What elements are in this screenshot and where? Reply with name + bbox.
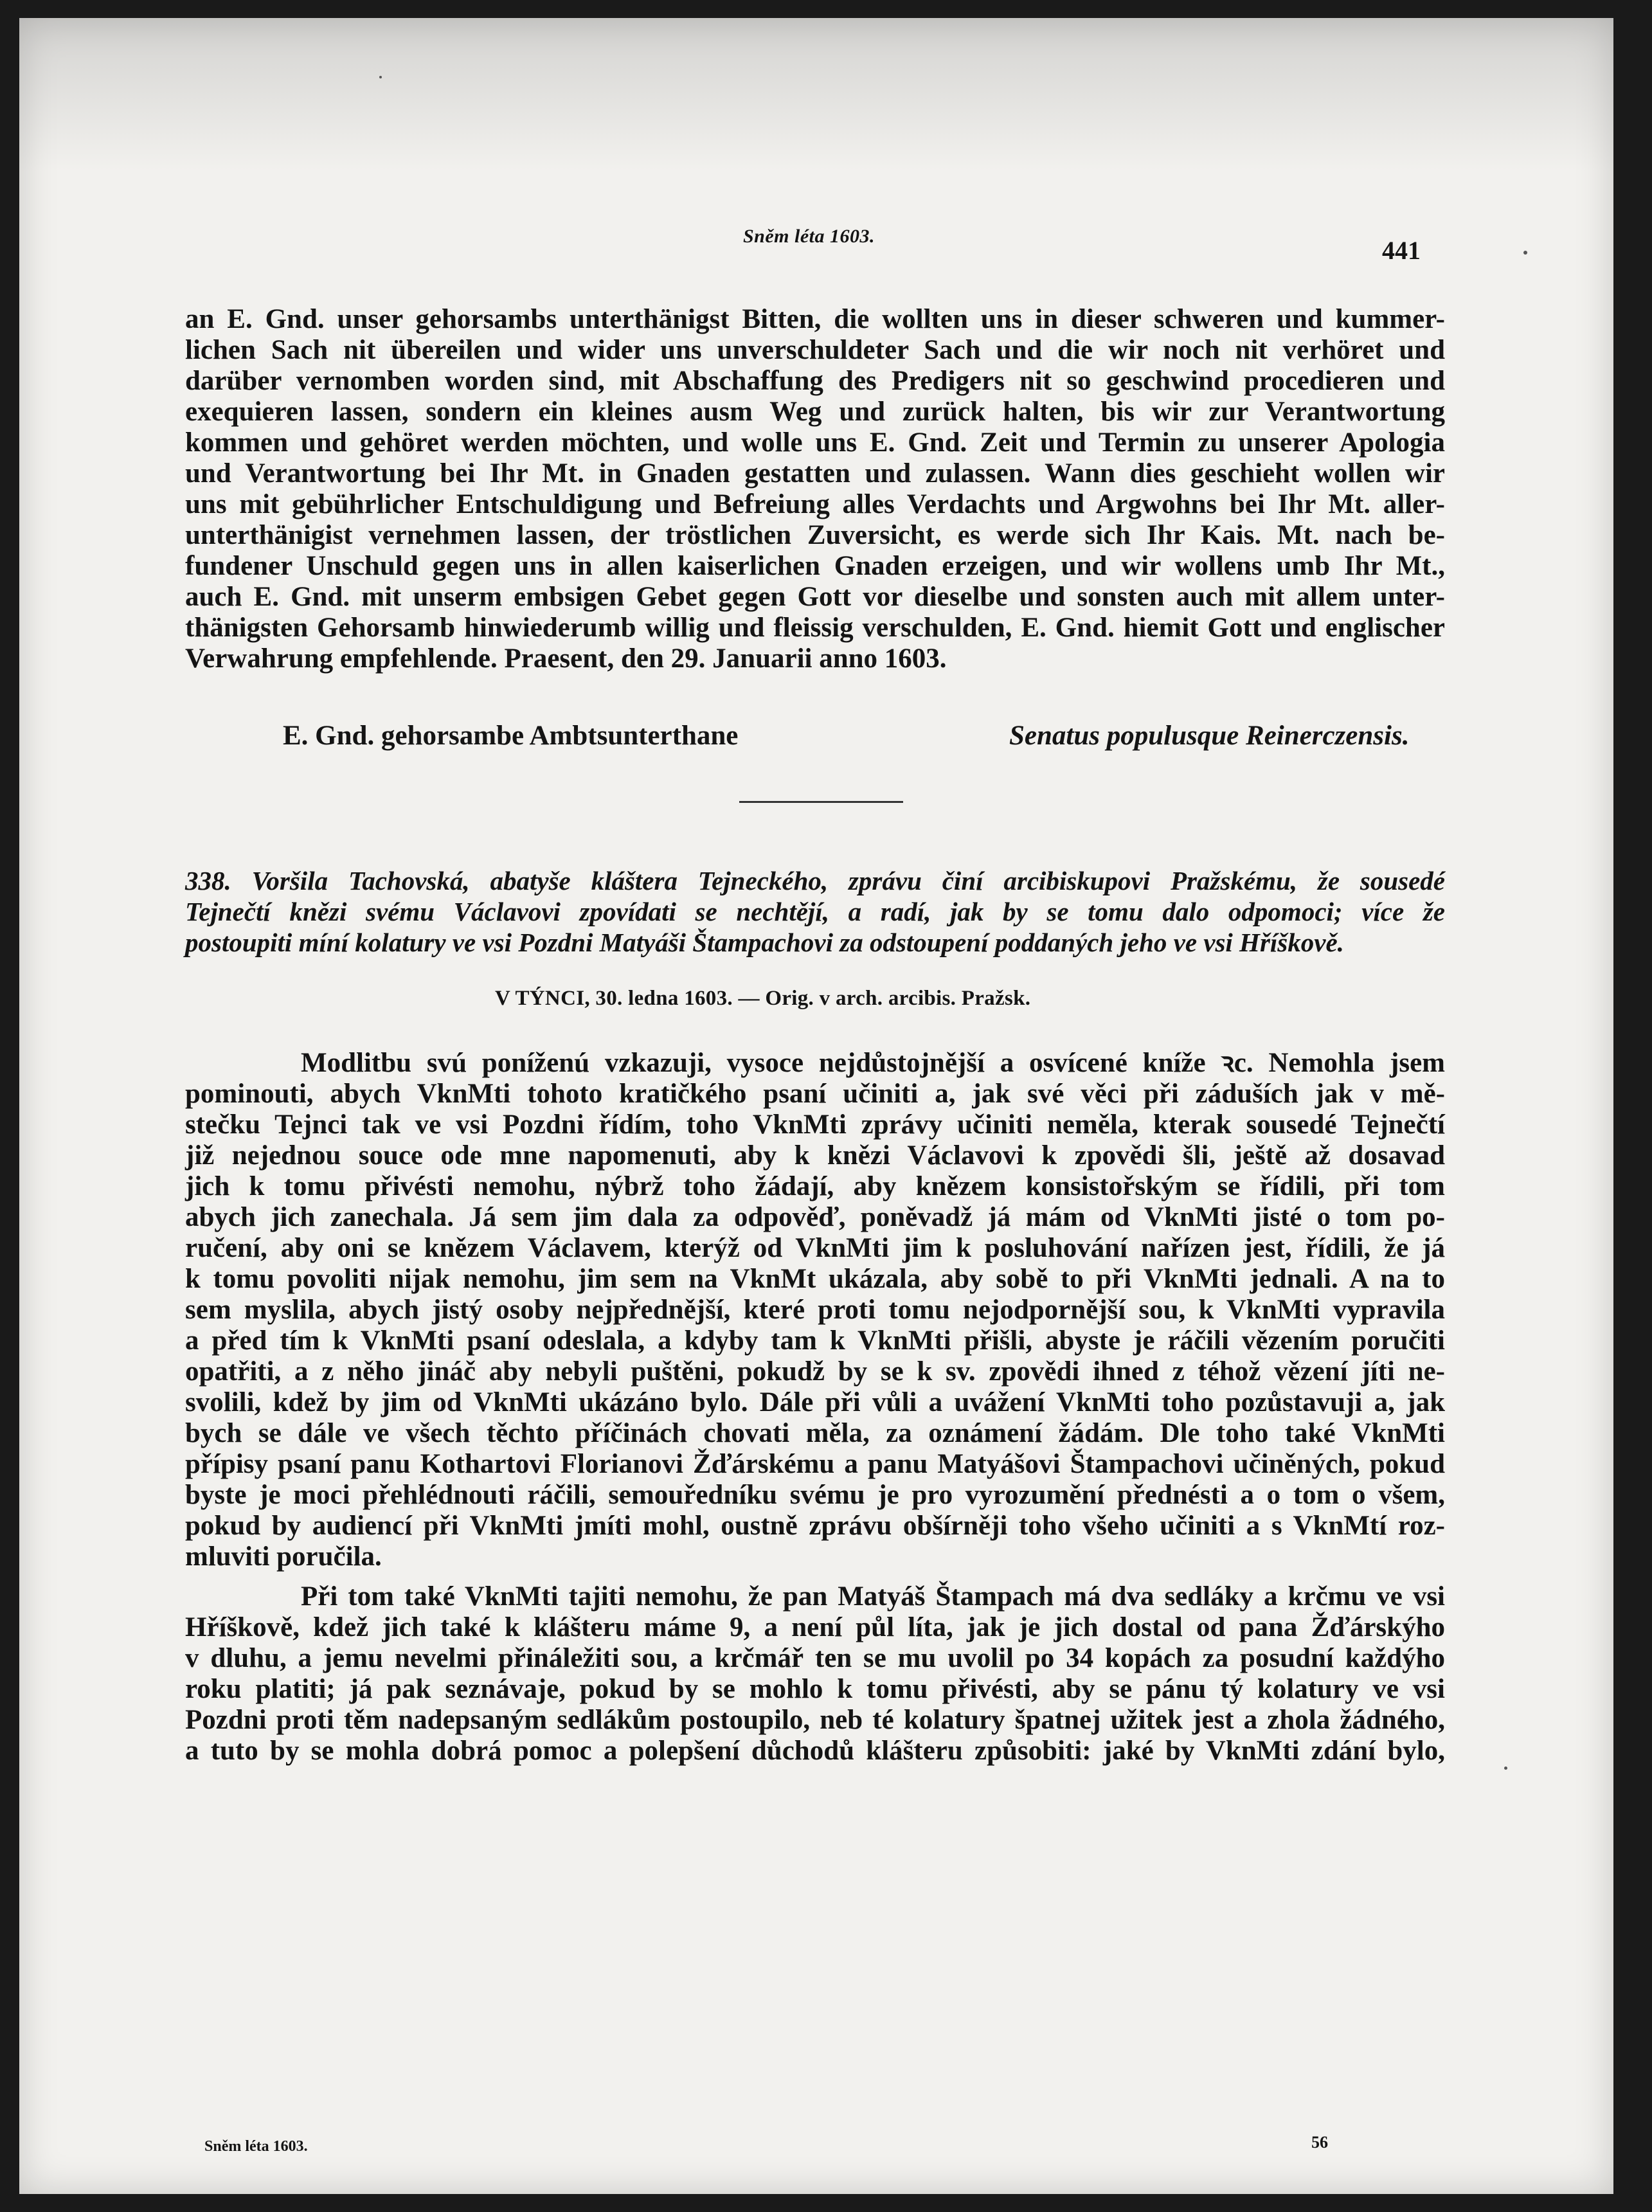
running-header: Sněm léta 1603. bbox=[743, 226, 875, 247]
heading-line: Tejnečtí knězi svému Václavovi zpovídati se nechtějí, a radí, jak by se tomu dalo odpomoci; více že bbox=[185, 897, 1445, 926]
document-heading bbox=[185, 865, 1445, 958]
sheet-number: 56 bbox=[1311, 2133, 1328, 2152]
text-line: bych se dále ve všech těchto příčinách chovati měla, za oznámení žádám. Dle toho také VknMti bbox=[185, 1418, 1445, 1448]
section-divider bbox=[739, 801, 903, 803]
heading-line: postoupiti míní kolatury ve vsi Pozdni Matyáši Štampachovi za odstoupení poddaných jeho ve vsi Hříškově. bbox=[185, 928, 1344, 957]
czech-letter-body bbox=[185, 1048, 1445, 1767]
text-line: a před tím k VknMti psaní odeslala, a kdyby tam k VknMti přišli, abyste je ráčili vězením poručiti bbox=[185, 1326, 1445, 1356]
text-line: v dluhu, a jemu nevelmi přináležiti sou, a krčmář ten se mu uvolil po 34 kopách za posudní každýho bbox=[185, 1643, 1445, 1673]
german-letter-body bbox=[185, 304, 1445, 674]
text-line: sem myslila, abych jistý osoby nejpřednější, které proti tomu nejodpornější sou, k VknMti vypravila bbox=[185, 1295, 1445, 1325]
text-line: thänigsten Gehorsamb hinwiederumb willig und fleissig verschulden, E. Gnd. hiemit Gott und englischer bbox=[185, 613, 1445, 643]
text-line: auch E. Gnd. mit unserm embsigen Gebet gegen Gott vor dieselbe und sonsten auch mit allem unter- bbox=[185, 582, 1445, 612]
text-line: Verwahrung empfehlende. Praesent, den 29. Januarii anno 1603. bbox=[185, 643, 947, 674]
text-line: exequieren lassen, sondern ein kleines ausm Weg und zurück halten, bis wir zur Verantwortung bbox=[185, 397, 1445, 427]
scan-speck bbox=[379, 76, 382, 78]
text-line: pokud by audiencí při VknMti jmíti mohl, oustně zprávu obšírněji toho všeho učiniti a s VknMtí roz- bbox=[185, 1511, 1445, 1541]
text-line: unterthänigist vernehmen lassen, der tröstlichen Zuversicht, es werde sich Ihr Kais. Mt. nach be- bbox=[185, 520, 1445, 550]
text-line: a tuto by se mohla dobrá pomoc a polepšení důchodů klášteru způsobiti: jaké by VknMti zdání bylo, bbox=[185, 1736, 1445, 1766]
text-line: Modlitbu svú poníženú vzkazuji, vysoce nejdůstojnější a osvícené kníže ꝛc. Nemohla jsem bbox=[301, 1048, 1445, 1078]
text-line: přípisy psaní panu Kothartovi Florianovi Žďárskému a panu Matyášovi Štampachovi učiněných, pokud bbox=[185, 1449, 1445, 1479]
signature-mark: Sněm léta 1603. bbox=[204, 2138, 308, 2155]
page-number: 441 bbox=[1382, 236, 1421, 265]
place-date-line: V TÝNCI, 30. ledna 1603. — Orig. v arch. arcibis. Pražsk. bbox=[495, 987, 1031, 1010]
text-line: uns mit gebührlicher Entschuldigung und Befreiung alles Verdachts und Argwohns bei Ihr Mt. aller- bbox=[185, 489, 1445, 519]
text-line: darüber vernomben worden sind, mit Abschaffung des Predigers nit so geschwind procedieren und bbox=[185, 366, 1445, 396]
scan-speck bbox=[1504, 1767, 1507, 1770]
scan-speck bbox=[1523, 251, 1527, 255]
text-line: opatřiti, a z něho jináč aby nebyli puštěni, pokudž by se k sv. zpovědi ihned z téhož vězení jíti ne- bbox=[185, 1356, 1445, 1387]
text-line: Při tom také VknMti tajiti nemohu, že pan Matyáš Štampach má dva sedláky a krčmu ve vsi bbox=[301, 1581, 1445, 1612]
text-line: Hříškově, kdež jich také k klášteru máme 9, a není půl líta, jak je jich dostal od pana Žďárskýho bbox=[185, 1612, 1445, 1642]
text-line: abych jich zanechala. Já sem jim dala za odpověď, poněvadž já mám od VknMti jisté o tom po- bbox=[185, 1202, 1445, 1232]
text-line: und Verantwortung bei Ihr Mt. in Gnaden gestatten und zulassen. Wann dies geschieht wollen wir bbox=[185, 458, 1445, 489]
scanned-page bbox=[19, 18, 1613, 2194]
text-line: byste je moci přehlédnouti ráčili, semouředníku svému je pro vyrozumění přednésti a o tom o všem, bbox=[185, 1480, 1445, 1510]
text-line: již nejednou souce ode mne napomenuti, aby k knězi Václavovi k zpovědi šli, ještě až dosavad bbox=[185, 1140, 1445, 1171]
paragraph-1 bbox=[185, 1048, 1445, 1572]
text-line: k tomu povoliti nijak nemohu, jim sem na VknMt ukázala, aby sobě to při VknMti jednali. A na to bbox=[185, 1264, 1445, 1294]
text-line: fundener Unschuld gegen uns in allen kaiserlichen Gnaden erzeigen, und wir wollens umb Ihr Mt., bbox=[185, 551, 1445, 581]
text-line: an E. Gnd. unser gehorsambs unterthänigst Bitten, die wollten uns in dieser schweren und kummer- bbox=[185, 304, 1445, 334]
text-line: kommen und gehöret werden möchten, und wolle uns E. Gnd. Zeit und Termin zu unserer Apologia bbox=[185, 427, 1445, 458]
text-line: Pozdni proti těm nadepsaným sedlákům postoupilo, neb té kolatury špatnej užitek jest a zhola žádného, bbox=[185, 1705, 1445, 1735]
text-line: lichen Sach nit übereilen und wider uns unverschuldeter Sach und die wir noch nit verhöret und bbox=[185, 335, 1445, 365]
signature-left: E. Gnd. gehorsambe Ambtsunterthane bbox=[283, 721, 739, 751]
text-line: jich k tomu přivésti nemohu, nýbrž toho žádají, aby knězem konsistořským se řídili, při tom bbox=[185, 1171, 1445, 1201]
heading-line: 338. Voršila Tachovská, abatyše kláštera Tejneckého, zprávu činí arcibiskupovi Pražskému, že sousedé bbox=[185, 866, 1445, 895]
text-line: ručení, aby oni se knězem Václavem, kterýž od VknMti jim k posluhování nařízen jest, řídili, že já bbox=[185, 1233, 1445, 1263]
text-line: roku platiti; já pak seznávaje, pokud by se mohlo k tomu přivésti, aby se pánu tý kolatury ve vsi bbox=[185, 1674, 1445, 1704]
text-line: mluviti poručila. bbox=[185, 1542, 382, 1572]
text-line: pominouti, abych VknMti tohoto kratičkého psaní učiniti a, jak své věci při záduších jak v mě- bbox=[185, 1079, 1445, 1109]
text-line: svolili, kdež by jim od VknMti ukázáno bylo. Dále při vůli a uvážení VknMti toho pozůstavuji a, jak bbox=[185, 1387, 1445, 1417]
text-line: stečku Tejnci tak ve vsi Pozdni řídím, toho VknMti zprávy učiniti neměla, kterak sousedé Tejnečtí bbox=[185, 1110, 1445, 1140]
signature-right: Senatus populusque Reinerczensis. bbox=[1009, 721, 1410, 751]
paragraph-2 bbox=[185, 1581, 1445, 1767]
